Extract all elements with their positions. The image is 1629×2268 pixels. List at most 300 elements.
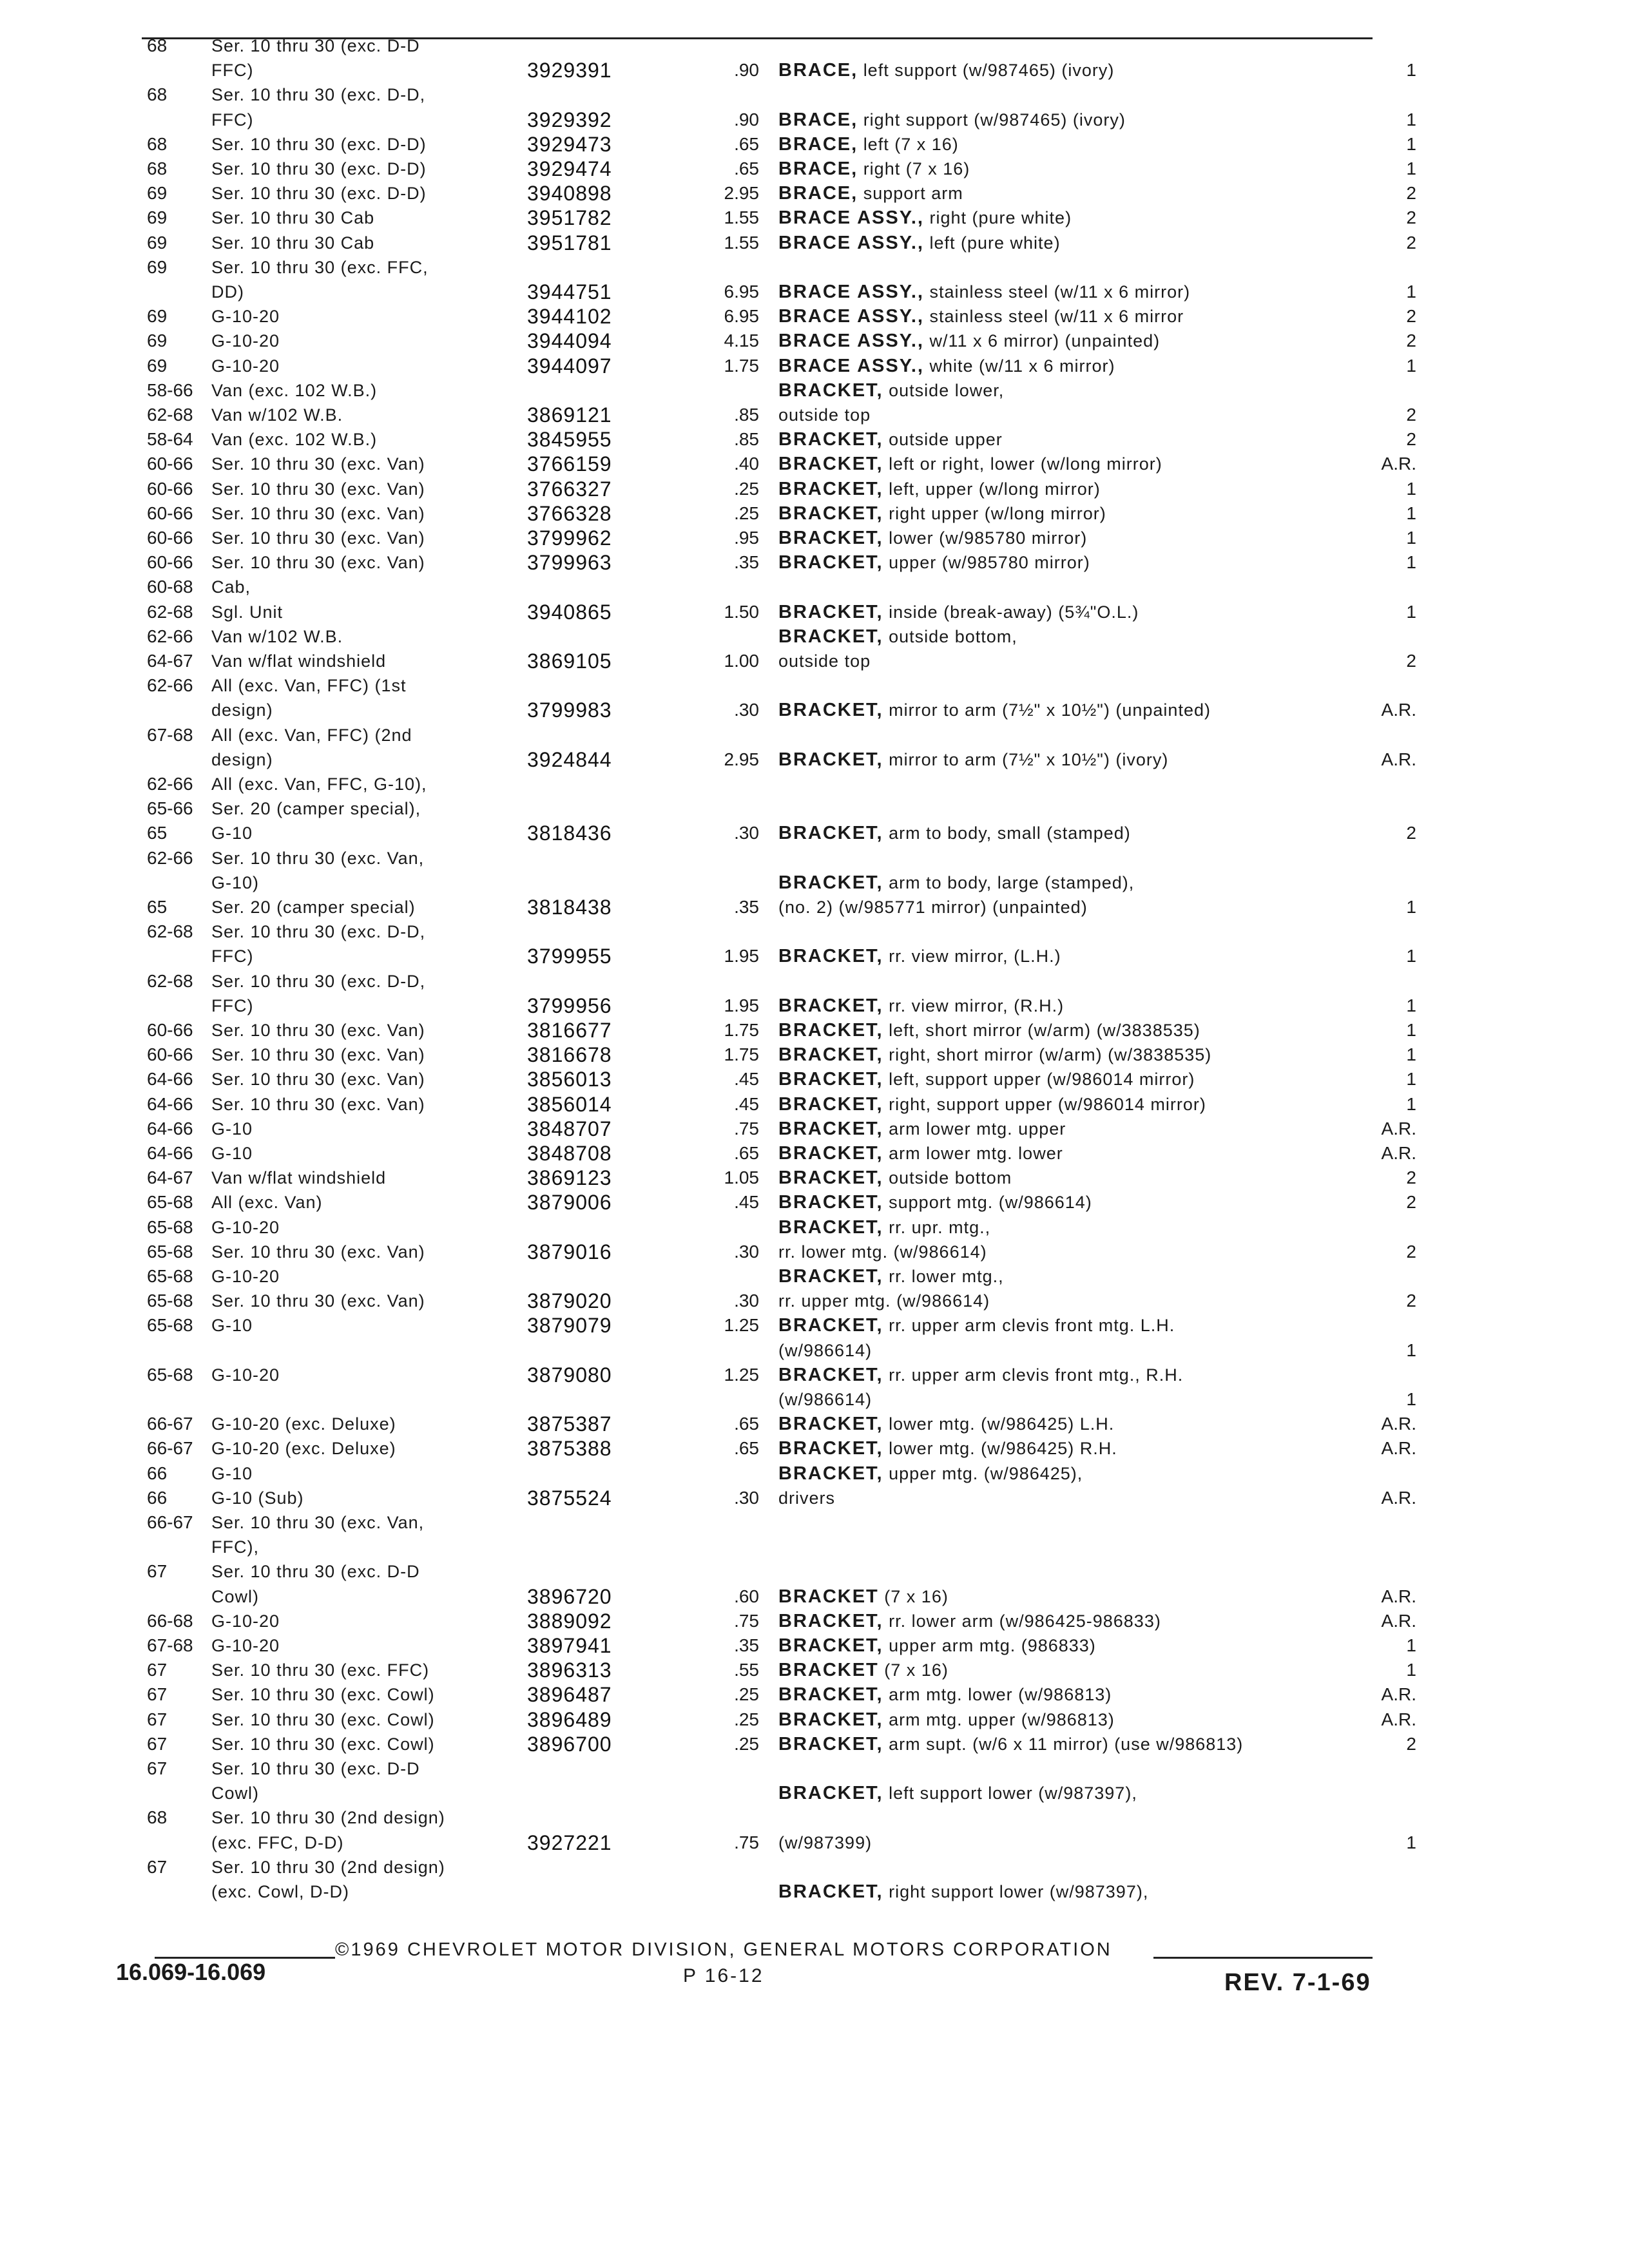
part-number: 3944094	[527, 329, 612, 353]
model-years: 65-68	[147, 1291, 193, 1311]
parts-row	[147, 280, 1416, 304]
part-detail: rr. upr. mtg.,	[889, 1217, 991, 1237]
quantity: 1	[1406, 995, 1416, 1015]
application: Ser. 10 thru 30 (exc. D-D,	[211, 971, 426, 991]
price: 6.95	[724, 282, 759, 302]
model-years: 60-66	[147, 1044, 193, 1065]
part-detail: upper arm mtg. (986833)	[889, 1636, 1096, 1655]
price: .30	[734, 823, 759, 843]
part-detail: support arm	[863, 184, 963, 204]
quantity: 2	[1406, 207, 1416, 228]
part-name: BRACKET,	[778, 1069, 883, 1090]
model-years: 64-66	[147, 1093, 193, 1114]
application: Ser. 10 thru 30 (exc. Cowl)	[211, 1709, 435, 1729]
part-detail: drivers	[778, 1488, 836, 1508]
price: .55	[734, 1660, 759, 1680]
part-name: BRACKET,	[778, 1635, 883, 1656]
model-years: 58-66	[147, 380, 193, 400]
parts-row	[147, 304, 1416, 329]
parts-row	[147, 181, 1416, 206]
parts-row	[147, 1732, 1416, 1756]
parts-row	[147, 796, 1416, 821]
application: Ser. 10 thru 30 (exc. D-D	[211, 1562, 420, 1582]
part-number: 3924844	[527, 747, 612, 771]
parts-row	[147, 846, 1416, 870]
price: .30	[734, 1241, 759, 1262]
application: All (exc. Van)	[211, 1193, 323, 1213]
application: Van w/flat windshield	[211, 651, 387, 671]
description	[778, 157, 1397, 181]
parts-row	[147, 132, 1416, 157]
part-number: 3879020	[527, 1289, 612, 1313]
model-years: 64-67	[147, 651, 193, 671]
part-number: 3879079	[527, 1314, 612, 1338]
part-name: BRACE ASSY.,	[778, 232, 924, 253]
part-number: 3848708	[527, 1142, 612, 1165]
parts-row	[147, 231, 1416, 255]
application: G-10	[211, 1316, 253, 1336]
application: Ser. 10 thru 30 (2nd design)	[211, 1808, 445, 1828]
parts-row	[147, 378, 1416, 403]
application: Ser. 10 thru 30 (exc. D-D)	[211, 184, 427, 204]
model-years: 64-67	[147, 1168, 193, 1188]
part-detail: rr. lower mtg.,	[889, 1267, 1004, 1286]
application: G-10	[211, 1144, 253, 1163]
model-years: 62-68	[147, 601, 193, 622]
application: FFC),	[211, 1537, 259, 1557]
quantity: 2	[1406, 183, 1416, 204]
model-years: 69	[147, 232, 168, 253]
part-detail: right support (w/987465) (ivory)	[863, 110, 1126, 130]
part-name: BRACKET,	[778, 1463, 883, 1484]
parts-row	[147, 1043, 1416, 1067]
model-years: 64-66	[147, 1118, 193, 1139]
model-years: 65-68	[147, 1216, 193, 1237]
description	[778, 304, 1397, 329]
application: Ser. 10 thru 30 (exc. Van)	[211, 454, 425, 474]
description	[778, 329, 1397, 353]
parts-row	[147, 600, 1416, 624]
quantity: 1	[1406, 1340, 1416, 1360]
parts-row	[147, 1559, 1416, 1584]
price: .25	[734, 503, 759, 523]
price: .65	[734, 1438, 759, 1459]
parts-row	[147, 329, 1416, 353]
parts-row	[147, 1756, 1416, 1781]
part-detail: (7 x 16)	[884, 1586, 949, 1606]
part-name: BRACKET,	[778, 1414, 883, 1435]
description	[778, 452, 1397, 476]
quantity: 1	[1406, 478, 1416, 499]
parts-row	[147, 1166, 1416, 1190]
price: 2.95	[724, 183, 759, 204]
price: .75	[734, 1610, 759, 1631]
application: FFC)	[211, 947, 254, 966]
quantity: 1	[1406, 1389, 1416, 1409]
part-detail: arm mtg. upper (w/986813)	[889, 1709, 1115, 1729]
model-years: 67	[147, 1660, 168, 1680]
part-detail: left (7 x 16)	[863, 134, 959, 154]
model-years: 66	[147, 1463, 168, 1483]
application: Cab,	[211, 577, 251, 597]
price: 1.00	[724, 651, 759, 671]
description	[778, 280, 1397, 304]
part-detail: mirror to arm (7½" x 10½") (ivory)	[889, 749, 1169, 769]
description	[778, 944, 1397, 968]
description	[778, 624, 1397, 649]
price: .45	[734, 1192, 759, 1213]
parts-row	[147, 403, 1416, 427]
price: 1.25	[724, 1364, 759, 1385]
quantity: 1	[1406, 1044, 1416, 1065]
part-detail: outside lower,	[889, 380, 1005, 400]
description	[778, 132, 1397, 157]
parts-row	[147, 1805, 1416, 1830]
description	[778, 649, 1397, 673]
application: Van (exc. 102 W.B.)	[211, 380, 378, 400]
parts-row	[147, 108, 1416, 132]
part-number: 3845955	[527, 428, 612, 452]
parts-row	[147, 1855, 1416, 1879]
model-years: 64-66	[147, 1069, 193, 1090]
application: All (exc. Van, FFC) (1st	[211, 676, 407, 696]
parts-row	[147, 1412, 1416, 1436]
price: 1.05	[724, 1168, 759, 1188]
application: Ser. 10 thru 30 Cab	[211, 233, 375, 253]
description	[778, 1067, 1397, 1091]
price: .90	[734, 109, 759, 130]
model-years: 60-66	[147, 552, 193, 573]
quantity: A.R.	[1381, 454, 1416, 474]
parts-row	[147, 1510, 1416, 1535]
application: Ser. 10 thru 30 (exc. Cowl)	[211, 1685, 435, 1705]
quantity: 1	[1406, 60, 1416, 81]
description	[778, 550, 1397, 575]
part-detail: rr. upper mtg. (w/986614)	[778, 1291, 990, 1311]
parts-row	[147, 1831, 1416, 1855]
parts-row	[147, 919, 1416, 944]
quantity: 2	[1406, 331, 1416, 351]
application: Van w/102 W.B.	[211, 405, 343, 425]
parts-row	[147, 1117, 1416, 1141]
quantity: 2	[1406, 1168, 1416, 1188]
description	[778, 1141, 1397, 1166]
application: G-10-20	[211, 1365, 280, 1385]
part-number: 3869121	[527, 403, 612, 427]
application: FFC)	[211, 995, 254, 1015]
part-number: 3929473	[527, 132, 612, 156]
part-number: 3896720	[527, 1584, 612, 1608]
part-number: 3879080	[527, 1363, 612, 1387]
application: Ser. 10 thru 30 (exc. Cowl)	[211, 1734, 435, 1754]
quantity: 2	[1406, 1192, 1416, 1213]
quantity: 1	[1406, 1093, 1416, 1114]
part-number: 3869123	[527, 1166, 612, 1190]
part-detail: left support (w/987465) (ivory)	[863, 61, 1115, 81]
part-detail: w/11 x 6 mirror) (unpainted)	[929, 331, 1161, 351]
model-years: 64-66	[147, 1143, 193, 1163]
part-name: BRACKET,	[778, 1783, 883, 1804]
application: G-10-20	[211, 331, 280, 351]
quantity: 2	[1406, 306, 1416, 327]
parts-row	[147, 1363, 1416, 1387]
part-name: BRACKET,	[778, 1044, 883, 1066]
part-detail: arm mtg. lower (w/986813)	[889, 1685, 1112, 1705]
parts-row	[147, 1461, 1416, 1486]
part-name: BRACKET,	[778, 1118, 883, 1139]
application: Ser. 10 thru 30 (exc. Van)	[211, 553, 425, 573]
parts-row	[147, 1436, 1416, 1461]
part-name: BRACKET,	[778, 1733, 883, 1754]
part-name: BRACKET,	[778, 1192, 883, 1213]
description	[778, 1879, 1397, 1904]
application: Ser. 10 thru 30 (exc. Van)	[211, 1070, 425, 1090]
model-years: 62-68	[147, 921, 193, 942]
model-years: 62-68	[147, 405, 193, 425]
application: Ser. 10 thru 30 (exc. Van)	[211, 1021, 425, 1040]
model-years: 67	[147, 1684, 168, 1705]
part-detail: upper (w/985780 mirror)	[889, 553, 1090, 573]
quantity: A.R.	[1381, 1709, 1416, 1729]
price: .25	[734, 478, 759, 499]
part-number: 3929474	[527, 157, 612, 180]
description	[778, 427, 1397, 452]
part-name: BRACKET,	[778, 1709, 883, 1730]
parts-row	[147, 1879, 1416, 1904]
quantity: A.R.	[1381, 749, 1416, 769]
parts-row	[147, 206, 1416, 230]
model-years: 62-68	[147, 970, 193, 991]
quantity: 1	[1406, 282, 1416, 302]
quantity: 1	[1406, 552, 1416, 573]
parts-row	[147, 969, 1416, 994]
part-number: 3818438	[527, 896, 612, 919]
price: 4.15	[724, 331, 759, 351]
part-number: 3766159	[527, 452, 612, 476]
application: FFC)	[211, 110, 254, 130]
part-detail: (no. 2) (w/985771 mirror) (unpainted)	[778, 898, 1088, 917]
part-detail: white (w/11 x 6 mirror)	[929, 356, 1115, 376]
part-name: BRACE ASSY.,	[778, 355, 924, 376]
part-name: BRACKET,	[778, 1168, 883, 1189]
application: Cowl)	[211, 1586, 260, 1606]
quantity: 2	[1406, 1241, 1416, 1262]
parts-row	[147, 1018, 1416, 1043]
price: .25	[734, 1709, 759, 1729]
part-number: 3944097	[527, 354, 612, 378]
model-years: 60-66	[147, 1020, 193, 1040]
quantity: 1	[1406, 601, 1416, 622]
part-detail: left, short mirror (w/arm) (w/3838535)	[889, 1021, 1200, 1040]
part-detail: (w/986614)	[778, 1390, 872, 1409]
part-name: BRACE ASSY.,	[778, 282, 924, 302]
model-years: 66	[147, 1487, 168, 1508]
part-name: BRACKET,	[778, 1020, 883, 1041]
part-detail: left, support upper (w/986014 mirror)	[889, 1070, 1195, 1090]
part-name: BRACKET,	[778, 872, 883, 893]
description	[778, 870, 1397, 895]
description	[778, 403, 1397, 427]
model-years: 69	[147, 256, 168, 277]
application: Ser. 20 (camper special)	[211, 898, 416, 917]
price: .65	[734, 1414, 759, 1434]
description	[778, 1363, 1397, 1387]
parts-row	[147, 1338, 1416, 1363]
revision-date: REV. 7-1-69	[1224, 1969, 1371, 1996]
description	[778, 1387, 1397, 1412]
part-name: BRACKET,	[778, 1438, 883, 1459]
model-years: 68	[147, 84, 168, 105]
description	[778, 747, 1397, 772]
description	[778, 698, 1397, 722]
description	[778, 1289, 1397, 1313]
part-detail: lower mtg. (w/986425) R.H.	[889, 1439, 1117, 1459]
application: Van w/102 W.B.	[211, 626, 343, 646]
application: G-10-20	[211, 1267, 280, 1286]
part-name: BRACKET,	[778, 528, 883, 548]
application: G-10	[211, 1119, 253, 1139]
parts-row	[147, 1092, 1416, 1117]
model-years: 60-68	[147, 577, 193, 597]
model-years: 65-68	[147, 1266, 193, 1286]
description	[778, 1018, 1397, 1043]
part-name: BRACKET,	[778, 1266, 883, 1287]
application: G-10-20	[211, 307, 280, 327]
parts-row	[147, 821, 1416, 845]
parts-row	[147, 427, 1416, 452]
part-detail: lower (w/985780 mirror)	[889, 528, 1088, 548]
parts-row	[147, 1313, 1416, 1338]
part-name: BRACKET,	[778, 995, 883, 1016]
quantity: A.R.	[1381, 1438, 1416, 1459]
parts-row	[147, 477, 1416, 501]
page-number: P 16-12	[683, 1965, 764, 1986]
part-detail: arm to body, large (stamped),	[889, 872, 1135, 892]
part-name: BRACKET,	[778, 626, 883, 647]
description	[778, 1633, 1397, 1658]
description	[778, 1461, 1397, 1486]
part-name: BRACKET,	[778, 1093, 883, 1115]
part-name: BRACKET,	[778, 1216, 883, 1238]
parts-row	[147, 1190, 1416, 1215]
price: .90	[734, 60, 759, 81]
part-name: BRACKET,	[778, 601, 883, 622]
price: 1.75	[724, 1044, 759, 1065]
price: .85	[734, 429, 759, 450]
part-name: BRACKET,	[778, 1684, 883, 1706]
part-name: BRACKET,	[778, 749, 883, 770]
description	[778, 1190, 1397, 1215]
part-number: 3896700	[527, 1732, 612, 1756]
parts-row	[147, 870, 1416, 895]
model-years: 68	[147, 1807, 168, 1828]
application: Ser. 10 thru 30 (exc. Van)	[211, 1242, 425, 1262]
price: .25	[734, 1733, 759, 1754]
part-detail: upper mtg. (w/986425),	[889, 1463, 1083, 1483]
price: .30	[734, 700, 759, 720]
description	[778, 108, 1397, 132]
part-name: BRACKET,	[778, 1610, 883, 1631]
price: .30	[734, 1487, 759, 1508]
parts-row	[147, 1486, 1416, 1510]
description	[778, 1166, 1397, 1190]
part-number: 3799955	[527, 945, 612, 968]
application: G-10)	[211, 872, 260, 892]
part-number: 3875388	[527, 1437, 612, 1461]
price: .45	[734, 1069, 759, 1090]
application: Ser. 20 (camper special),	[211, 799, 421, 819]
part-number: 3818436	[527, 822, 612, 845]
parts-row	[147, 501, 1416, 526]
part-name: BRACKET,	[778, 478, 883, 499]
part-detail: arm to body, small (stamped)	[889, 823, 1131, 843]
part-name: BRACE ASSY.,	[778, 331, 924, 352]
application: G-10-20	[211, 1636, 280, 1655]
model-years: 68	[147, 133, 168, 154]
parts-row	[147, 698, 1416, 722]
part-name: BRACKET,	[778, 1364, 883, 1385]
application: Ser. 10 thru 30 (2nd design)	[211, 1857, 445, 1877]
price: 1.75	[724, 355, 759, 376]
part-number: 3889092	[527, 1609, 612, 1633]
part-name: BRACKET,	[778, 1143, 883, 1164]
part-name: BRACKET,	[778, 429, 883, 450]
part-name: BRACKET,	[778, 1881, 883, 1902]
quantity: A.R.	[1381, 1487, 1416, 1508]
model-years: 65-68	[147, 1192, 193, 1213]
description	[778, 1215, 1397, 1240]
quantity: 1	[1406, 109, 1416, 130]
description	[778, 58, 1397, 82]
application: (exc. FFC, D-D)	[211, 1832, 344, 1852]
description	[778, 1781, 1397, 1805]
application: FFC)	[211, 61, 254, 81]
quantity: 2	[1406, 1291, 1416, 1311]
model-years: 68	[147, 35, 168, 55]
parts-row	[147, 673, 1416, 698]
quantity: 1	[1406, 897, 1416, 917]
part-number: 3856013	[527, 1068, 612, 1091]
part-number: 3896313	[527, 1658, 612, 1682]
application: All (exc. Van, FFC) (2nd	[211, 725, 412, 745]
parts-row	[147, 550, 1416, 575]
application: G-10	[211, 823, 253, 843]
part-detail: left (pure white)	[929, 233, 1061, 253]
part-name: BRACE,	[778, 133, 858, 155]
part-detail: left or right, lower (w/long mirror)	[889, 454, 1162, 474]
part-detail: rr. upper arm clevis front mtg., R.H.	[889, 1365, 1184, 1385]
price: 1.75	[724, 1020, 759, 1040]
model-years: 67	[147, 1856, 168, 1877]
parts-row	[147, 1067, 1416, 1091]
parts-row	[147, 1215, 1416, 1240]
part-name: BRACE ASSY.,	[778, 306, 924, 327]
application: Van w/flat windshield	[211, 1168, 387, 1188]
parts-row	[147, 1609, 1416, 1633]
part-number: 3875387	[527, 1412, 612, 1436]
part-number: 3799983	[527, 698, 612, 722]
description	[778, 1092, 1397, 1117]
quantity: 2	[1406, 1733, 1416, 1754]
part-detail: outside bottom,	[889, 626, 1017, 646]
quantity: A.R.	[1381, 1143, 1416, 1163]
application: Ser. 10 thru 30 (exc. D-D)	[211, 134, 427, 154]
price: 1.55	[724, 232, 759, 253]
price: .60	[734, 1586, 759, 1606]
model-years: 65	[147, 823, 168, 843]
part-detail: rr. upper arm clevis front mtg. L.H.	[889, 1316, 1175, 1336]
model-years: 60-66	[147, 503, 193, 523]
